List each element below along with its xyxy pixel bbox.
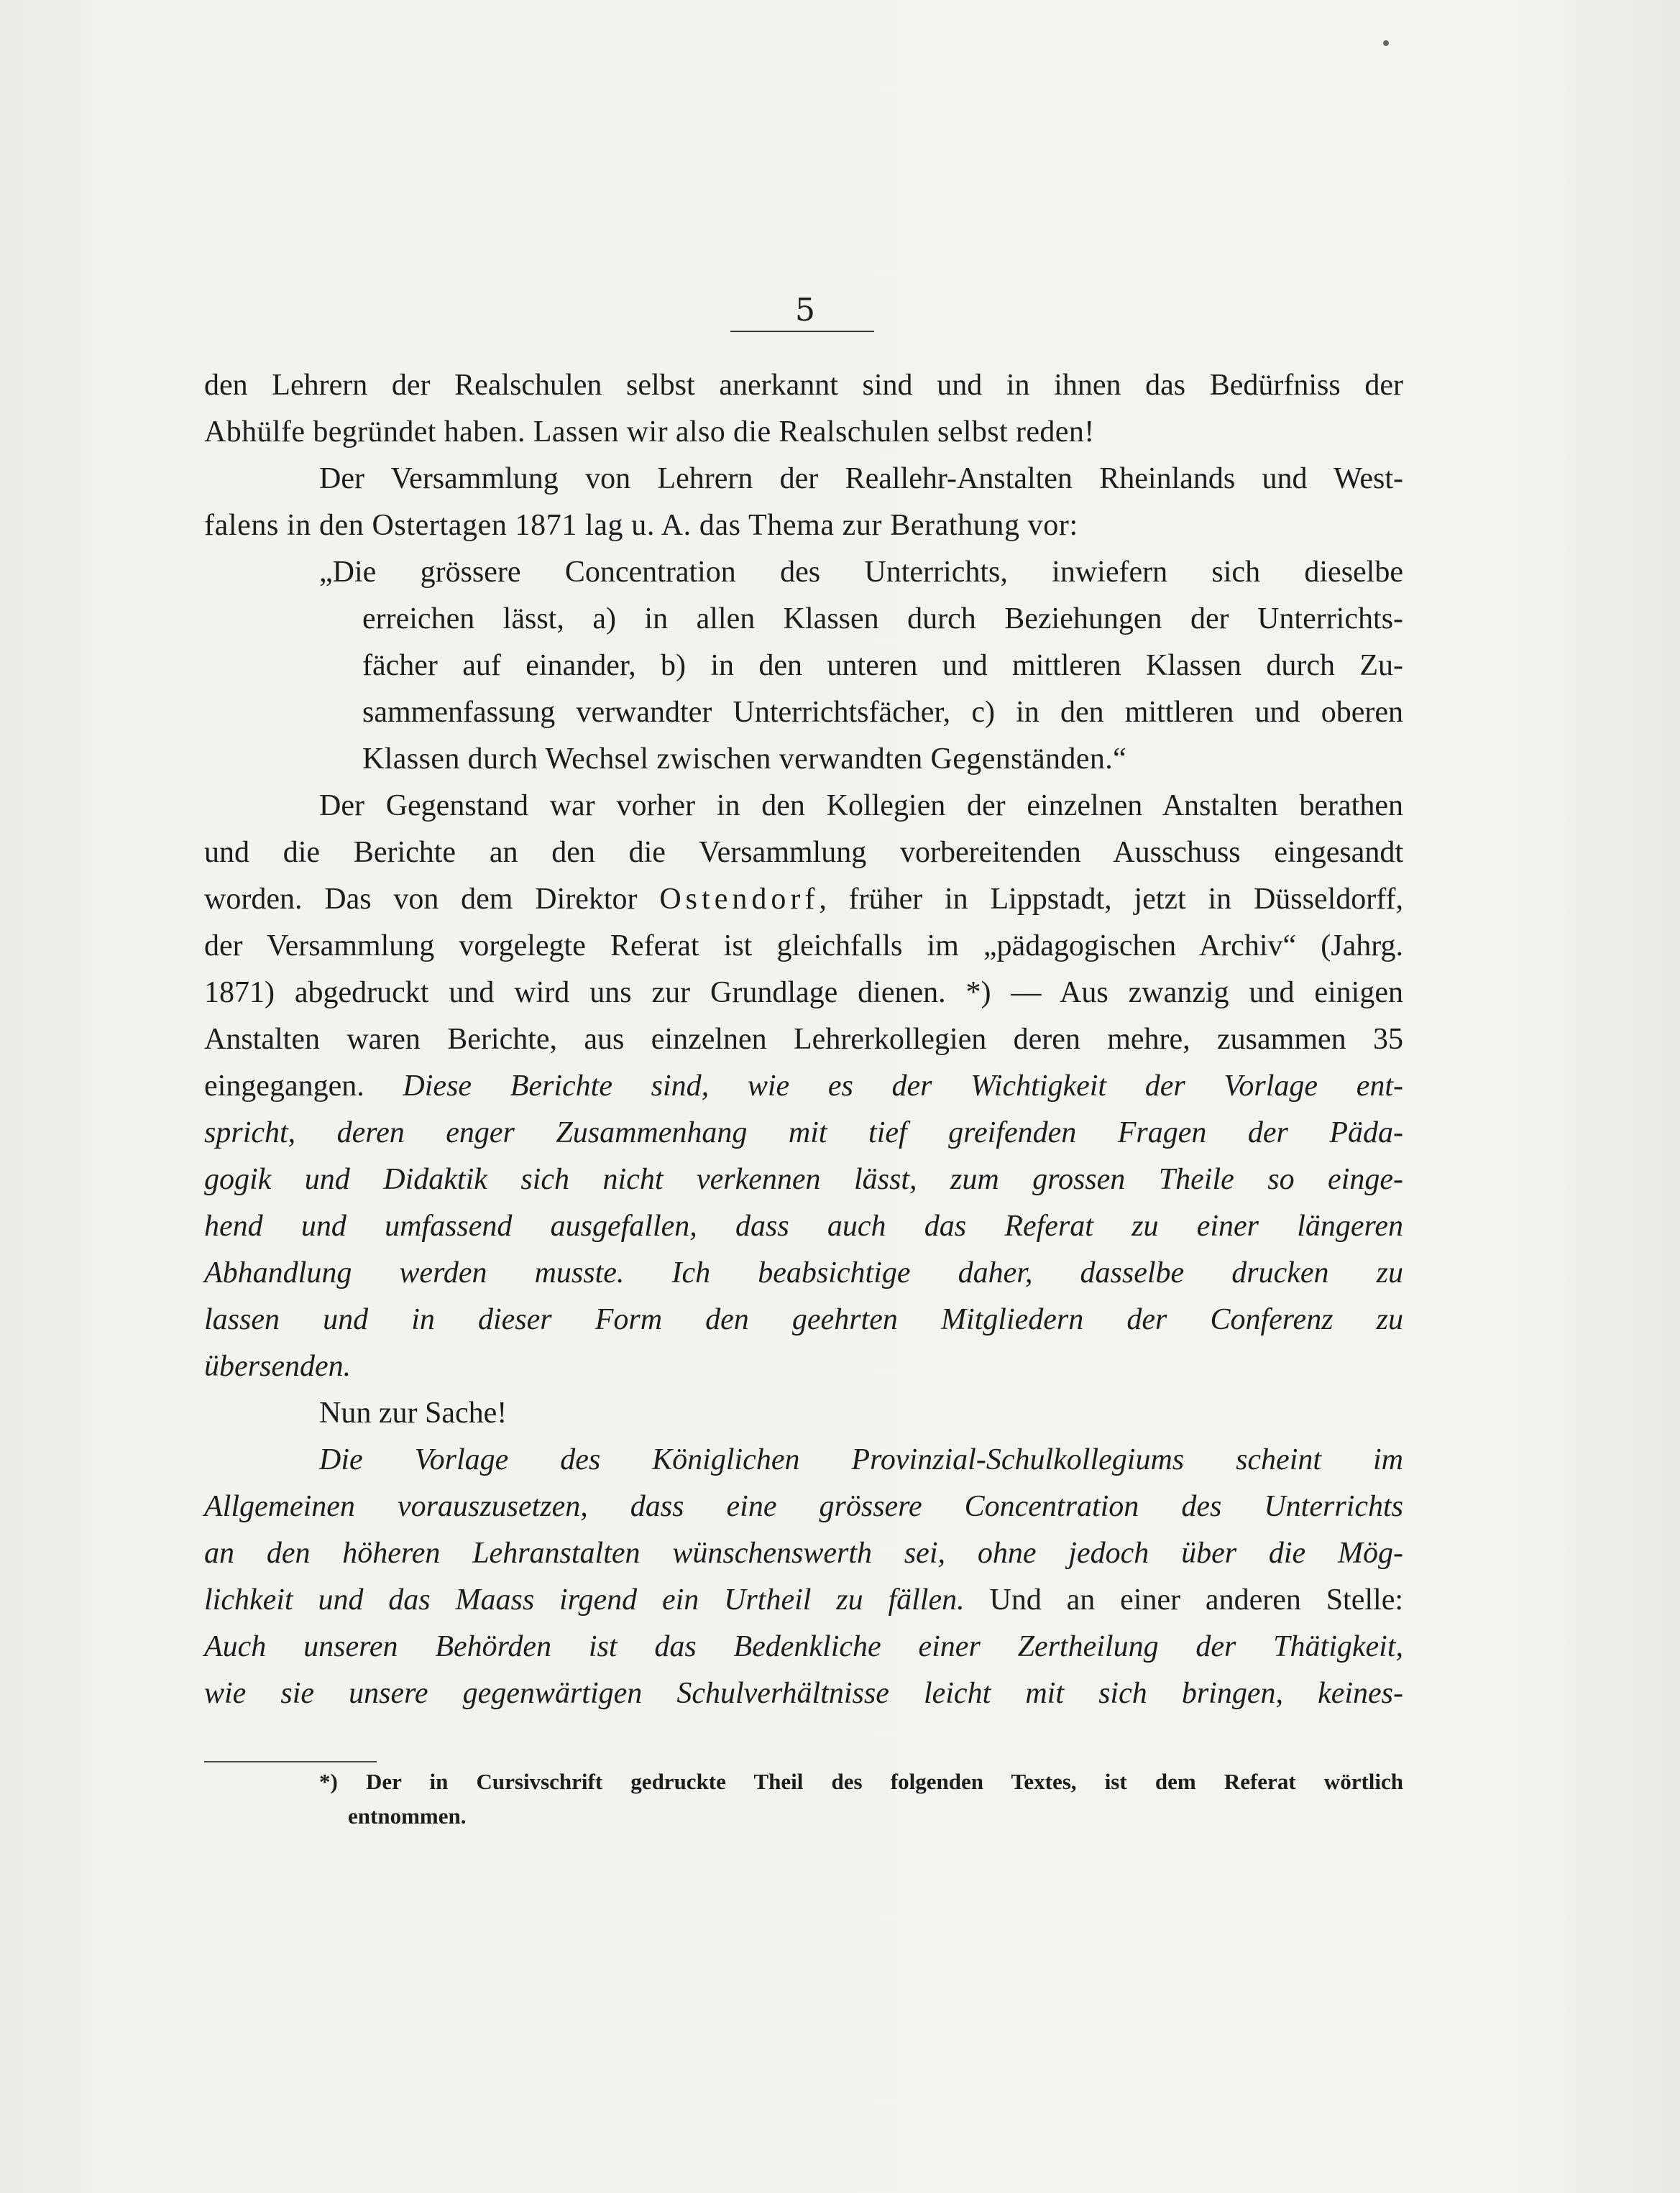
text-segment: Und an einer anderen Stelle: [989,1583,1404,1617]
text-line: 1871) abgedruckt und wird uns zur Grundlage dienen. *) — Aus zwanzig und einigen [204,976,1403,1009]
quote-line: sammenfassung verwandter Unterrichtsfächer, c) in den mittleren und oberen [362,696,1403,729]
italic-line: hend und umfassend ausgefallen, dass auch das Referat zu einer längeren [204,1210,1403,1243]
italic-line: gogik und Didaktik sich nicht verkennen lässt, zum grossen Theile so einge- [204,1163,1403,1196]
italic-segment: Diese Berichte sind, wie es der Wichtigkeit der Vorlage ent- [403,1070,1404,1103]
scan-speck [1383,40,1389,46]
text-line: und die Berichte an den die Versammlung vorbereitenden Ausschuss eingesandt [204,836,1403,869]
quote-line: „Die grössere Concentration des Unterrichts, inwiefern sich dieselbe [319,556,1403,589]
italic-line: Allgemeinen vorauszusetzen, dass eine grössere Concentration des Unterrichts [204,1490,1403,1523]
footnote-rule [204,1761,377,1762]
quote-line: Klassen durch Wechsel zwischen verwandten Gegenständen.“ [362,743,1127,776]
text-segment: worden. Das von dem Direktor [204,883,638,916]
italic-line: Auch unseren Behörden ist das Bedenkliche einer Zertheilung der Thätigkeit, [204,1630,1403,1663]
text-line: Abhülfe begründet haben. Lassen wir also die Realschulen selbst reden! [204,415,1095,449]
body-text [204,362,1403,1717]
italic-line: spricht, deren enger Zusammenhang mit tief greifenden Fragen der Päda- [204,1116,1403,1149]
footnote [204,1765,1403,1834]
page-number-rule [730,331,874,332]
text-line [204,1063,1403,1110]
text-line: Der Gegenstand war vorher in den Kollegien der einzelnen Anstalten berathen [319,789,1403,822]
text-line [204,1577,1403,1624]
quote-line: fächer auf einander, b) in den unteren und mittleren Klassen durch Zu- [362,649,1403,682]
quote-line: erreichen lässt, a) in allen Klassen durch Beziehungen der Unterrichts- [362,602,1403,635]
footnote-line: *) Der in Cursivschrift gedruckte Theil des folgenden Textes, ist dem Referat wörtlich [319,1769,1403,1794]
italic-line: lassen und in dieser Form den geehrten Mitgliedern der Conferenz zu [204,1303,1403,1336]
text-line: Der Versammlung von Lehrern der Reallehr-Anstalten Rheinlands und West- [319,462,1403,495]
italic-line: Die Vorlage des Königlichen Provinzial-Schulkollegiums scheint im [319,1443,1403,1476]
page-number: 5 [795,292,815,328]
person-name-spaced: Ostendorf [659,883,820,916]
italic-segment: lichkeit und das Maass irgend ein Urtheil zu fällen. [204,1583,965,1617]
text-line: Anstalten waren Berichte, aus einzelnen Lehrerkollegien deren mehre, zusammen 35 [204,1023,1403,1056]
text-segment: , früher in Lippstadt, jetzt in Düsseldorff, [819,883,1403,916]
text-line: den Lehrern der Realschulen selbst anerkannt sind und in ihnen das Bedürfniss der [204,369,1403,402]
footnote-line: entnommen. [348,1803,467,1829]
text-line: falens in den Ostertagen 1871 lag u. A. das Thema zur Berathung vor: [204,509,1078,542]
italic-line: übersenden. [204,1350,352,1383]
italic-line: Abhandlung werden musste. Ich beabsichtige daher, dasselbe drucken zu [204,1256,1403,1289]
text-line: Nun zur Sache! [319,1397,508,1430]
text-line: der Versammlung vorgelegte Referat ist gleichfalls im „pädagogischen Archiv“ (Jahrg. [204,929,1403,962]
italic-line: wie sie unsere gegenwärtigen Schulverhältnisse leicht mit sich bringen, keines- [204,1677,1403,1710]
italic-line: an den höheren Lehranstalten wünschenswerth sei, ohne jedoch über die Mög- [204,1537,1403,1570]
text-line [204,876,1403,923]
text-segment: eingegangen. [204,1070,364,1103]
